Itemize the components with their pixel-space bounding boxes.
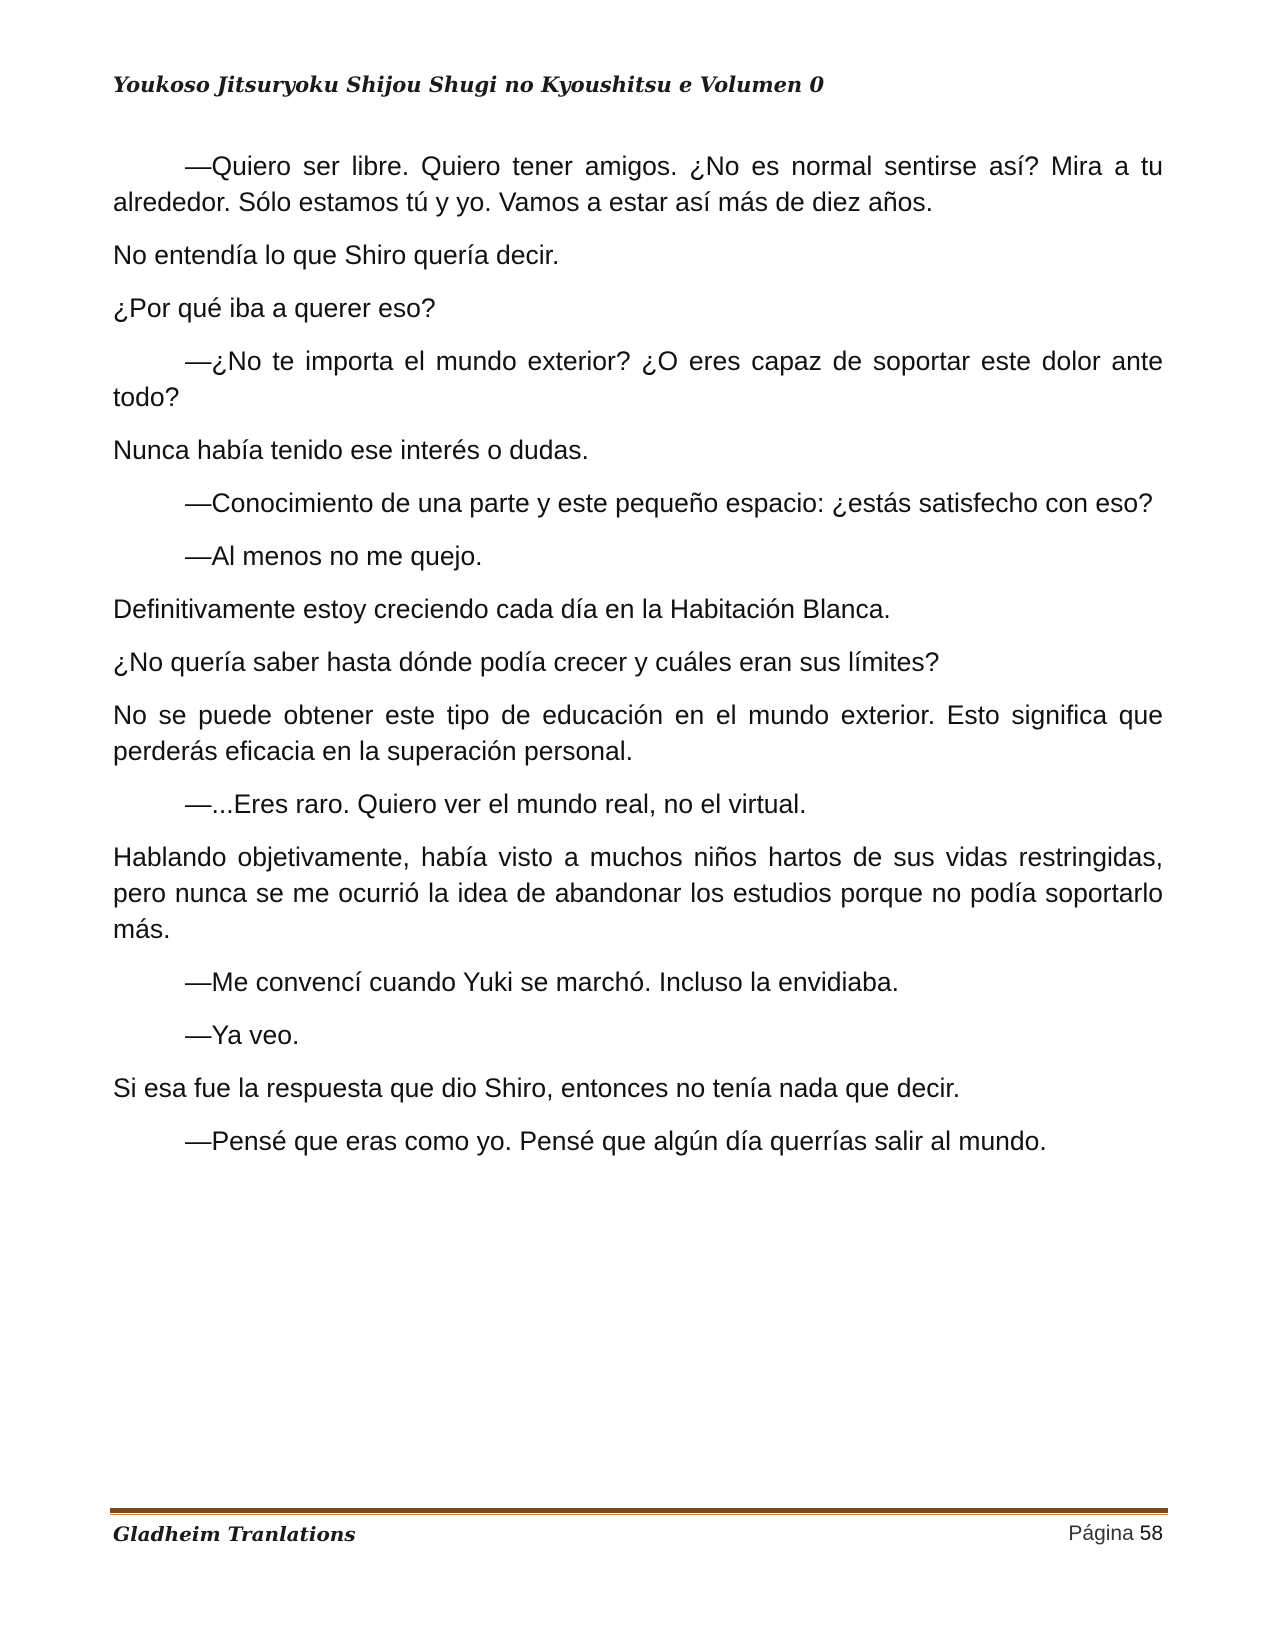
paragraph: —Pensé que eras como yo. Pensé que algún día querrías salir al mundo. xyxy=(185,1126,1047,1156)
paragraph: —Conocimiento de una parte y este pequeño espacio: ¿estás satisfecho con eso? xyxy=(185,488,1153,518)
paragraph: —¿No te importa el mundo exterior? ¿O eres capaz de soportar este dolor ante todo? xyxy=(113,346,1163,412)
body-text xyxy=(113,148,1163,1176)
paragraph: ¿Por qué iba a querer eso? xyxy=(113,293,436,323)
paragraph: —Al menos no me quejo. xyxy=(185,541,483,571)
paragraph: No entendía lo que Shiro quería decir. xyxy=(113,240,560,270)
paragraph: —Ya veo. xyxy=(185,1020,300,1050)
footer-divider-thin xyxy=(110,1514,1168,1515)
paragraph: —Me convencí cuando Yuki se marchó. Incluso la envidiaba. xyxy=(185,967,899,997)
footer-credit: Gladheim Tranlations xyxy=(113,1522,356,1546)
paragraph: Hablando objetivamente, había visto a muchos niños hartos de sus vidas restringidas, pero nunca se me ocurrió la idea de abandonar los estudios porque no podía soportarlo más. xyxy=(113,842,1163,944)
page-number: 58 xyxy=(1139,1522,1163,1545)
footer-divider-thick xyxy=(110,1508,1168,1513)
page-number-block xyxy=(1068,1522,1163,1546)
footer-divider xyxy=(110,1508,1168,1515)
page-header-title: Youkoso Jitsuryoku Shijou Shugi no Kyoushitsu e Volumen 0 xyxy=(113,72,825,97)
paragraph: No se puede obtener este tipo de educación en el mundo exterior. Esto significa que perderás eficacia en la superación personal. xyxy=(113,700,1163,766)
paragraph: —...Eres raro. Quiero ver el mundo real, no el virtual. xyxy=(185,789,807,819)
paragraph: Si esa fue la respuesta que dio Shiro, entonces no tenía nada que decir. xyxy=(113,1073,961,1103)
paragraph: ¿No quería saber hasta dónde podía crecer y cuáles eran sus límites? xyxy=(113,647,940,677)
page-label: Página xyxy=(1068,1522,1134,1545)
paragraph: Nunca había tenido ese interés o dudas. xyxy=(113,435,589,465)
paragraph: Definitivamente estoy creciendo cada día en la Habitación Blanca. xyxy=(113,594,891,624)
paragraph: —Quiero ser libre. Quiero tener amigos. ¿No es normal sentirse así? Mira a tu alrededor. Sólo estamos tú y yo. Vamos a estar así más de diez años. xyxy=(113,151,1163,217)
